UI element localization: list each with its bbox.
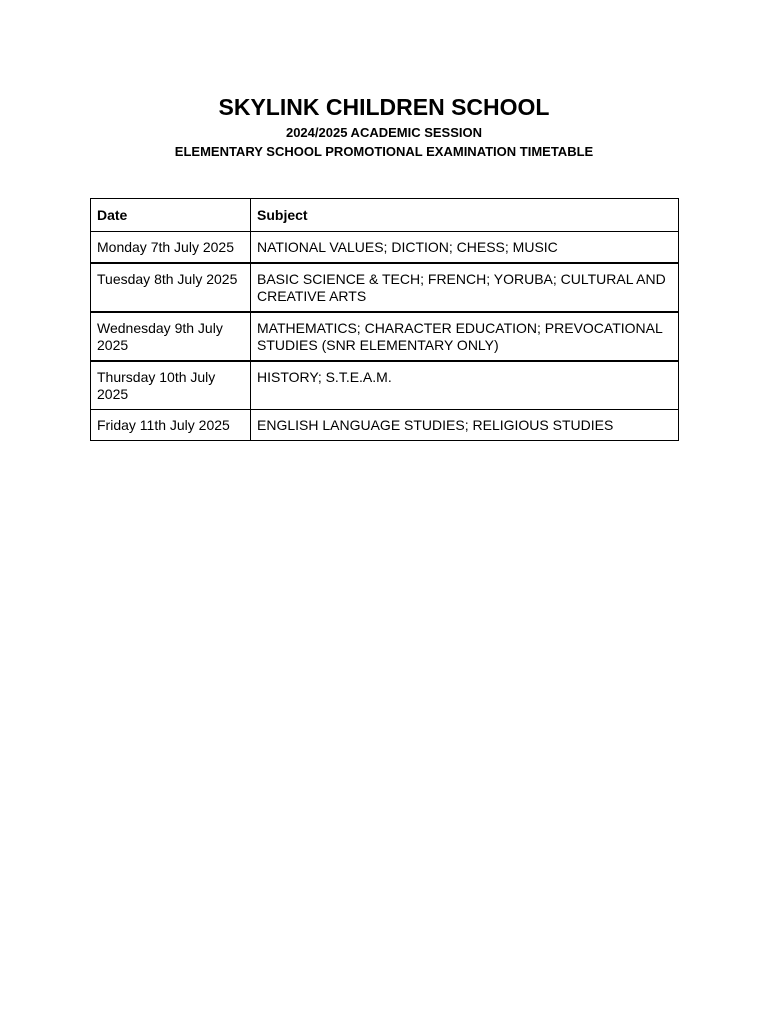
- table-row: [91, 410, 679, 441]
- table-row: [91, 263, 679, 312]
- date-cell: Tuesday 8th July 2025: [91, 263, 251, 312]
- date-cell: Friday 11th July 2025: [91, 410, 251, 441]
- table-header-row: [91, 199, 679, 232]
- subject-column-header: Subject: [251, 199, 679, 232]
- date-cell: Thursday 10th July 2025: [91, 361, 251, 410]
- subject-cell: BASIC SCIENCE & TECH; FRENCH; YORUBA; CULTURAL AND CREATIVE ARTS: [251, 263, 679, 312]
- date-cell: Wednesday 9th July 2025: [91, 312, 251, 361]
- subject-cell: HISTORY; S.T.E.A.M.: [251, 361, 679, 410]
- subject-cell: ENGLISH LANGUAGE STUDIES; RELIGIOUS STUDIES: [251, 410, 679, 441]
- table-row: [91, 361, 679, 410]
- school-name: SKYLINK CHILDREN SCHOOL: [218, 94, 550, 120]
- date-column-header: Date: [91, 199, 251, 232]
- date-cell: Monday 7th July 2025: [91, 232, 251, 264]
- table-row: [91, 312, 679, 361]
- subject-cell: MATHEMATICS; CHARACTER EDUCATION; PREVOCATIONAL STUDIES (SNR ELEMENTARY ONLY): [251, 312, 679, 361]
- subject-cell: NATIONAL VALUES; DICTION; CHESS; MUSIC: [251, 232, 679, 264]
- timetable-title: ELEMENTARY SCHOOL PROMOTIONAL EXAMINATION TIMETABLE: [174, 144, 594, 159]
- table-row: [91, 232, 679, 264]
- exam-timetable: [90, 198, 679, 441]
- academic-session: 2024/2025 ACADEMIC SESSION: [285, 125, 483, 140]
